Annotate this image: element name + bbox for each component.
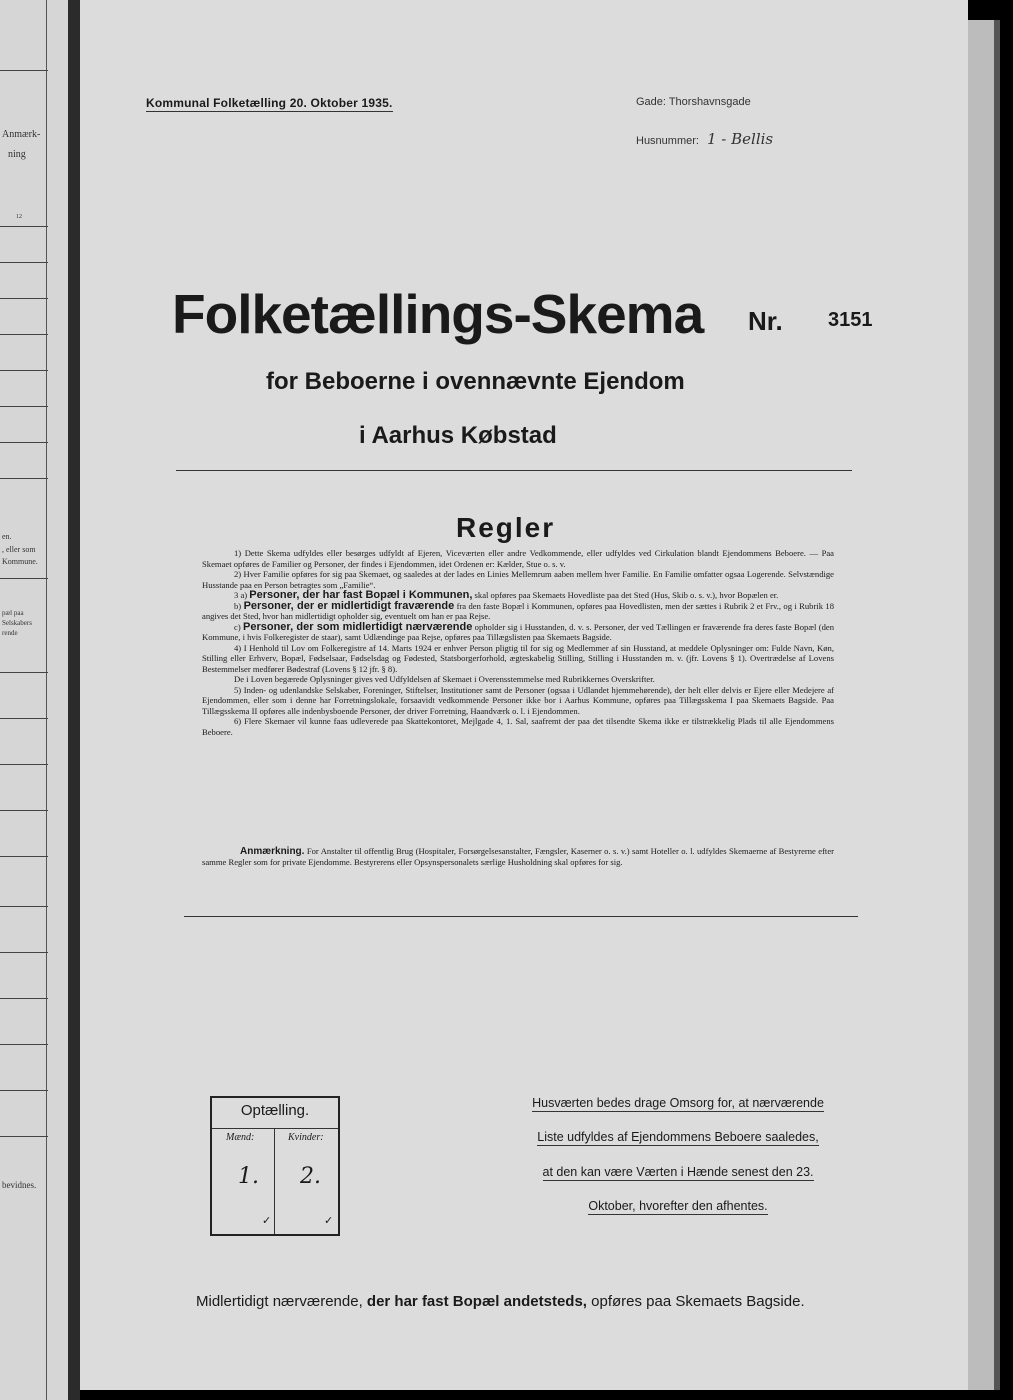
rule-line (0, 478, 48, 479)
rule-3c-heading: Personer, der som midlertidigt nærværende (243, 620, 473, 633)
binding-edge (994, 20, 1000, 1390)
rule-3a-heading: Personer, der har fast Bopæl i Kommunen, (249, 589, 473, 601)
remark-text: For Anstalter til offentlig Brug (Hospitaler, Forsørgelsesanstalter, Fængsler, Kaserner o. s. v.) samt Hoteller o. l. udfyldes Skemaerne af Bestyrerne efter samme Regler som for private Ejendomme. Bestyrerens eller Opsynspersonalets særlige Husholdning skal opføres for sig. (202, 846, 834, 867)
rule-3a-num: 3 a) (234, 590, 248, 600)
rule-line (0, 1136, 48, 1137)
rule-1: 1) Dette Skema udfyldes eller besørges udfyldt af Ejeren, Viceværten eller andre Vedkommende, eller udfyldes ved Cirkulation blandt Ejendommens Beboere. — Paa Skemaet opføres de Familier og Personer, der findes i Ejendommen, idet Ordenen er: Kælder, Stue o. s. v. (202, 548, 834, 569)
rule-line (0, 226, 48, 227)
divider (184, 916, 858, 917)
count-title: Optælling. (240, 1102, 310, 1119)
house-number-field (636, 130, 773, 148)
landlord-note-3 (510, 1165, 846, 1179)
landlord-note-2 (510, 1130, 846, 1144)
count-divider (212, 1128, 338, 1129)
rule-3c-text: opholder sig i Husstanden, d. v. s. Personer, der ved Tællingen er fraværende fra deres faste Bopæl (den Kommune, i hvis Folkeregister de staar), samt Udlændinge paa Rejse, opføres paa Tillægslisten paa Skemaets Bagside. (202, 621, 834, 642)
rule-line (0, 578, 48, 579)
form-number-value: 3151 (828, 309, 873, 331)
rule-line (0, 810, 48, 811)
page-stack-edge (966, 20, 995, 1390)
remark-label: Anmærkning. (240, 846, 305, 857)
rule-line (0, 334, 48, 335)
census-header: Kommunal Folketælling 20. Oktober 1935. (146, 96, 393, 110)
rule-3c (202, 622, 834, 643)
rule-line (0, 856, 48, 857)
house-number-label: Husnummer: (636, 135, 699, 147)
rule-line (0, 70, 48, 71)
left-frag-4: pæl paa (2, 609, 24, 617)
street-field: Gade: Thorshavnsgade (636, 96, 751, 108)
men-count: 1. (238, 1164, 259, 1189)
house-number-value: 1 - Bellis (706, 130, 774, 148)
rule-line (0, 906, 48, 907)
rule-4b: De i Loven begærede Oplysninger gives ved Udfyldelsen af Skemaet i Overensstemmelse med Rubrikkernes Overskrifter. (234, 674, 655, 684)
footer-part-1: Midlertidigt nærværende, (196, 1293, 363, 1310)
rule-3a-text: skal opføres paa Skemaets Hovedliste paa det Sted (Hus, Skib o. s. v.), hvor Bopælen er. (474, 590, 779, 600)
women-count: 2. (300, 1164, 321, 1189)
landlord-note-1 (510, 1096, 846, 1110)
left-frag-3: Kommune. (2, 557, 38, 566)
note-line: at den kan være Værten i Hænde senest den 23. (542, 1165, 814, 1179)
rule-3b-num: b) (234, 600, 242, 611)
footer-part-2: der har fast Bopæl andetsteds, (366, 1293, 587, 1310)
left-frag-2: , eller som (2, 545, 36, 554)
rule-line (0, 298, 48, 299)
form-subtitle-1: for Beboerne i ovennævnte Ejendom (266, 368, 685, 395)
note-line: Husværten bedes drage Omsorg for, at nærværende (532, 1096, 824, 1110)
left-frag-5: Selskabers (2, 619, 32, 627)
form-number-label: Nr. (748, 306, 783, 336)
footer-note (196, 1293, 805, 1310)
check-mark-icon: ✓ (324, 1215, 334, 1227)
rules-heading: Regler (456, 512, 556, 543)
left-page-border (46, 0, 47, 1400)
rule-3c-num: c) (234, 621, 241, 632)
rule-line (0, 998, 48, 999)
form-subtitle-2: i Aarhus Købstad (359, 422, 557, 449)
footer-part-3: opføres paa Skemaets Bagside. (591, 1293, 805, 1310)
rule-line (0, 718, 48, 719)
men-label: Mænd: (226, 1132, 255, 1143)
note-line: Oktober, hvorefter den afhentes. (588, 1199, 768, 1213)
landlord-note-4 (510, 1199, 846, 1213)
rule-4: 4) I Henhold til Lov om Folkeregistre af 14. Marts 1924 er enhver Person pligtig til for sig og Medlemmer af sin Husstand, at meddele Oplysninger om: Fulde Navn, Køn, Stilling eller Erhverv, Bopæl, Fødselsaar, Fødselsdag og Fødested, Statsborgerforhold, ægteskabelig Stilling, Stilling i Husstanden m. v. (jfr. Lovens § 1). Overtrædelse af Lovens Bestemmelser medfører Bødestraf (Lovens § 12 jfr. § 8). (202, 642, 834, 674)
form-title: Folketællings-Skema (172, 283, 704, 345)
count-box (210, 1096, 340, 1236)
left-anm-1: Anmærk- (2, 129, 41, 140)
rule-line (0, 442, 48, 443)
rules-text (202, 548, 834, 737)
note-line: Liste udfyldes af Ejendommens Beboere saaledes, (537, 1130, 819, 1144)
census-form-page (80, 0, 968, 1390)
book-gutter (68, 0, 80, 1400)
rule-line (0, 1090, 48, 1091)
left-frag-6: rende (2, 629, 18, 637)
rule-3b (202, 601, 834, 622)
divider (176, 470, 852, 471)
rule-line (0, 1044, 48, 1045)
rule-2: 2) Hver Familie opføres for sig paa Skemaet, og saaledes at der lades en Linies Mellemrum aaben mellem hver Familie. En Familie omfatter ogsaa Logerende. Selvstændige Husstande paa en Person betragtes som „Familie“. (202, 569, 834, 590)
rule-line (0, 370, 48, 371)
rule-5: 5) Inden- og udenlandske Selskaber, Foreninger, Stiftelser, Institutioner samt de Personer (ogsaa i Udlandet hjemmehørende), der helt eller delvis er Ejere eller Medejere af Ejendommen, eller som i denne har Forretningslokale, forsaavidt vedkommende Personer ikke bor i Aarhus Kommune, opføres paa Tillægsskema I paa Skemaets Bagside. Paa Tillægsskema II opføres alle indenbysboende Personer, der driver Forretning, Haandværk o. l. i Ejendommen. (202, 684, 834, 716)
rule-line (0, 672, 48, 673)
women-label: Kvinder: (288, 1132, 324, 1143)
left-colnum: 12 (16, 214, 22, 220)
left-frag-7: bevidnes. (2, 1180, 37, 1190)
count-divider (274, 1128, 275, 1234)
check-mark-icon: ✓ (262, 1215, 272, 1227)
left-anm-2: ning (8, 149, 26, 160)
remark (202, 846, 834, 868)
left-frag-1: en. (2, 532, 12, 541)
rule-6: 6) Flere Skemaer vil kunne faas udleverede paa Skattekontoret, Mejlgade 4, 1. Sal, saafremt der paa det tilsendte Skema ikke er tilstrækkelig Plads til alle Ejendommens Beboere. (202, 716, 834, 737)
rule-line (0, 952, 48, 953)
rule-line (0, 406, 48, 407)
rule-line (0, 262, 48, 263)
left-page-fragment (0, 0, 68, 1400)
rule-3b-heading: Personer, der er midlertidigt fraværende (243, 599, 455, 612)
rule-3b-text: fra den faste Bopæl i Kommunen, opføres paa Hovedlisten, men der sættes i Rubrik 2 et Frv., og i Rubrik 18 angives det Sted, hvor han midlertidigt opholder sig, eventuelt om han er paa Rejse. (202, 600, 834, 621)
rule-line (0, 764, 48, 765)
